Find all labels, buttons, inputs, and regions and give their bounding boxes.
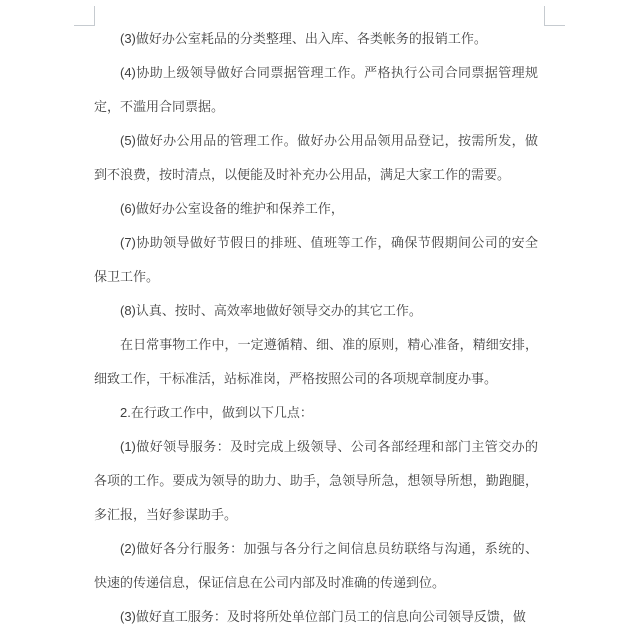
paragraph: (4)协助上级领导做好合同票据管理工作。严格执行公司合同票据管理规定，不滥用合同票据。 [94,65,538,114]
paragraph: (5)做好办公用品的管理工作。做好办公用品领用品登记，按需所发，做到不浪费，按时清点，以便能及时补充办公用品，满足大家工作的需要。 [94,133,538,182]
document-body [94,22,538,634]
paragraph: (3)做好办公室耗品的分类整理、出入库、各类帐务的报销工作。 [120,31,487,46]
paragraph: (3)做好直工服务：及时将所处单位部门员工的信息向公司领导反馈，做 [120,609,526,624]
paragraph: (1)做好领导服务：及时完成上级领导、公司各部经理和部门主管交办的各项的工作。要成为领导的助力、助手，急领导所急，想领导所想，勤跑腿，多汇报，当好参谋助手。 [94,439,538,522]
paragraph: (8)认真、按时、高效率地做好领导交办的其它工作。 [120,303,422,318]
paragraph: (2)做好各分行服务：加强与各分行之间信息员纺联络与沟通，系统的、快速的传递信息，保证信息在公司内部及时准确的传递到位。 [94,541,538,590]
paragraph: (7)协助领导做好节假日的排班、值班等工作，确保节假期间公司的安全保卫工作。 [94,235,538,284]
paragraph: 2.在行政工作中，做到以下几点： [120,405,313,420]
text-boundary-mark-top-right [544,6,565,26]
text-boundary-mark-top-left [74,6,95,26]
paragraph: (6)做好办公室设备的维护和保养工作， [120,201,344,216]
paragraph: 在日常事物工作中，一定遵循精、细、准的原则，精心准备，精细安排，细致工作，干标准活，站标准岗，严格按照公司的各项规章制度办事。 [94,337,538,386]
